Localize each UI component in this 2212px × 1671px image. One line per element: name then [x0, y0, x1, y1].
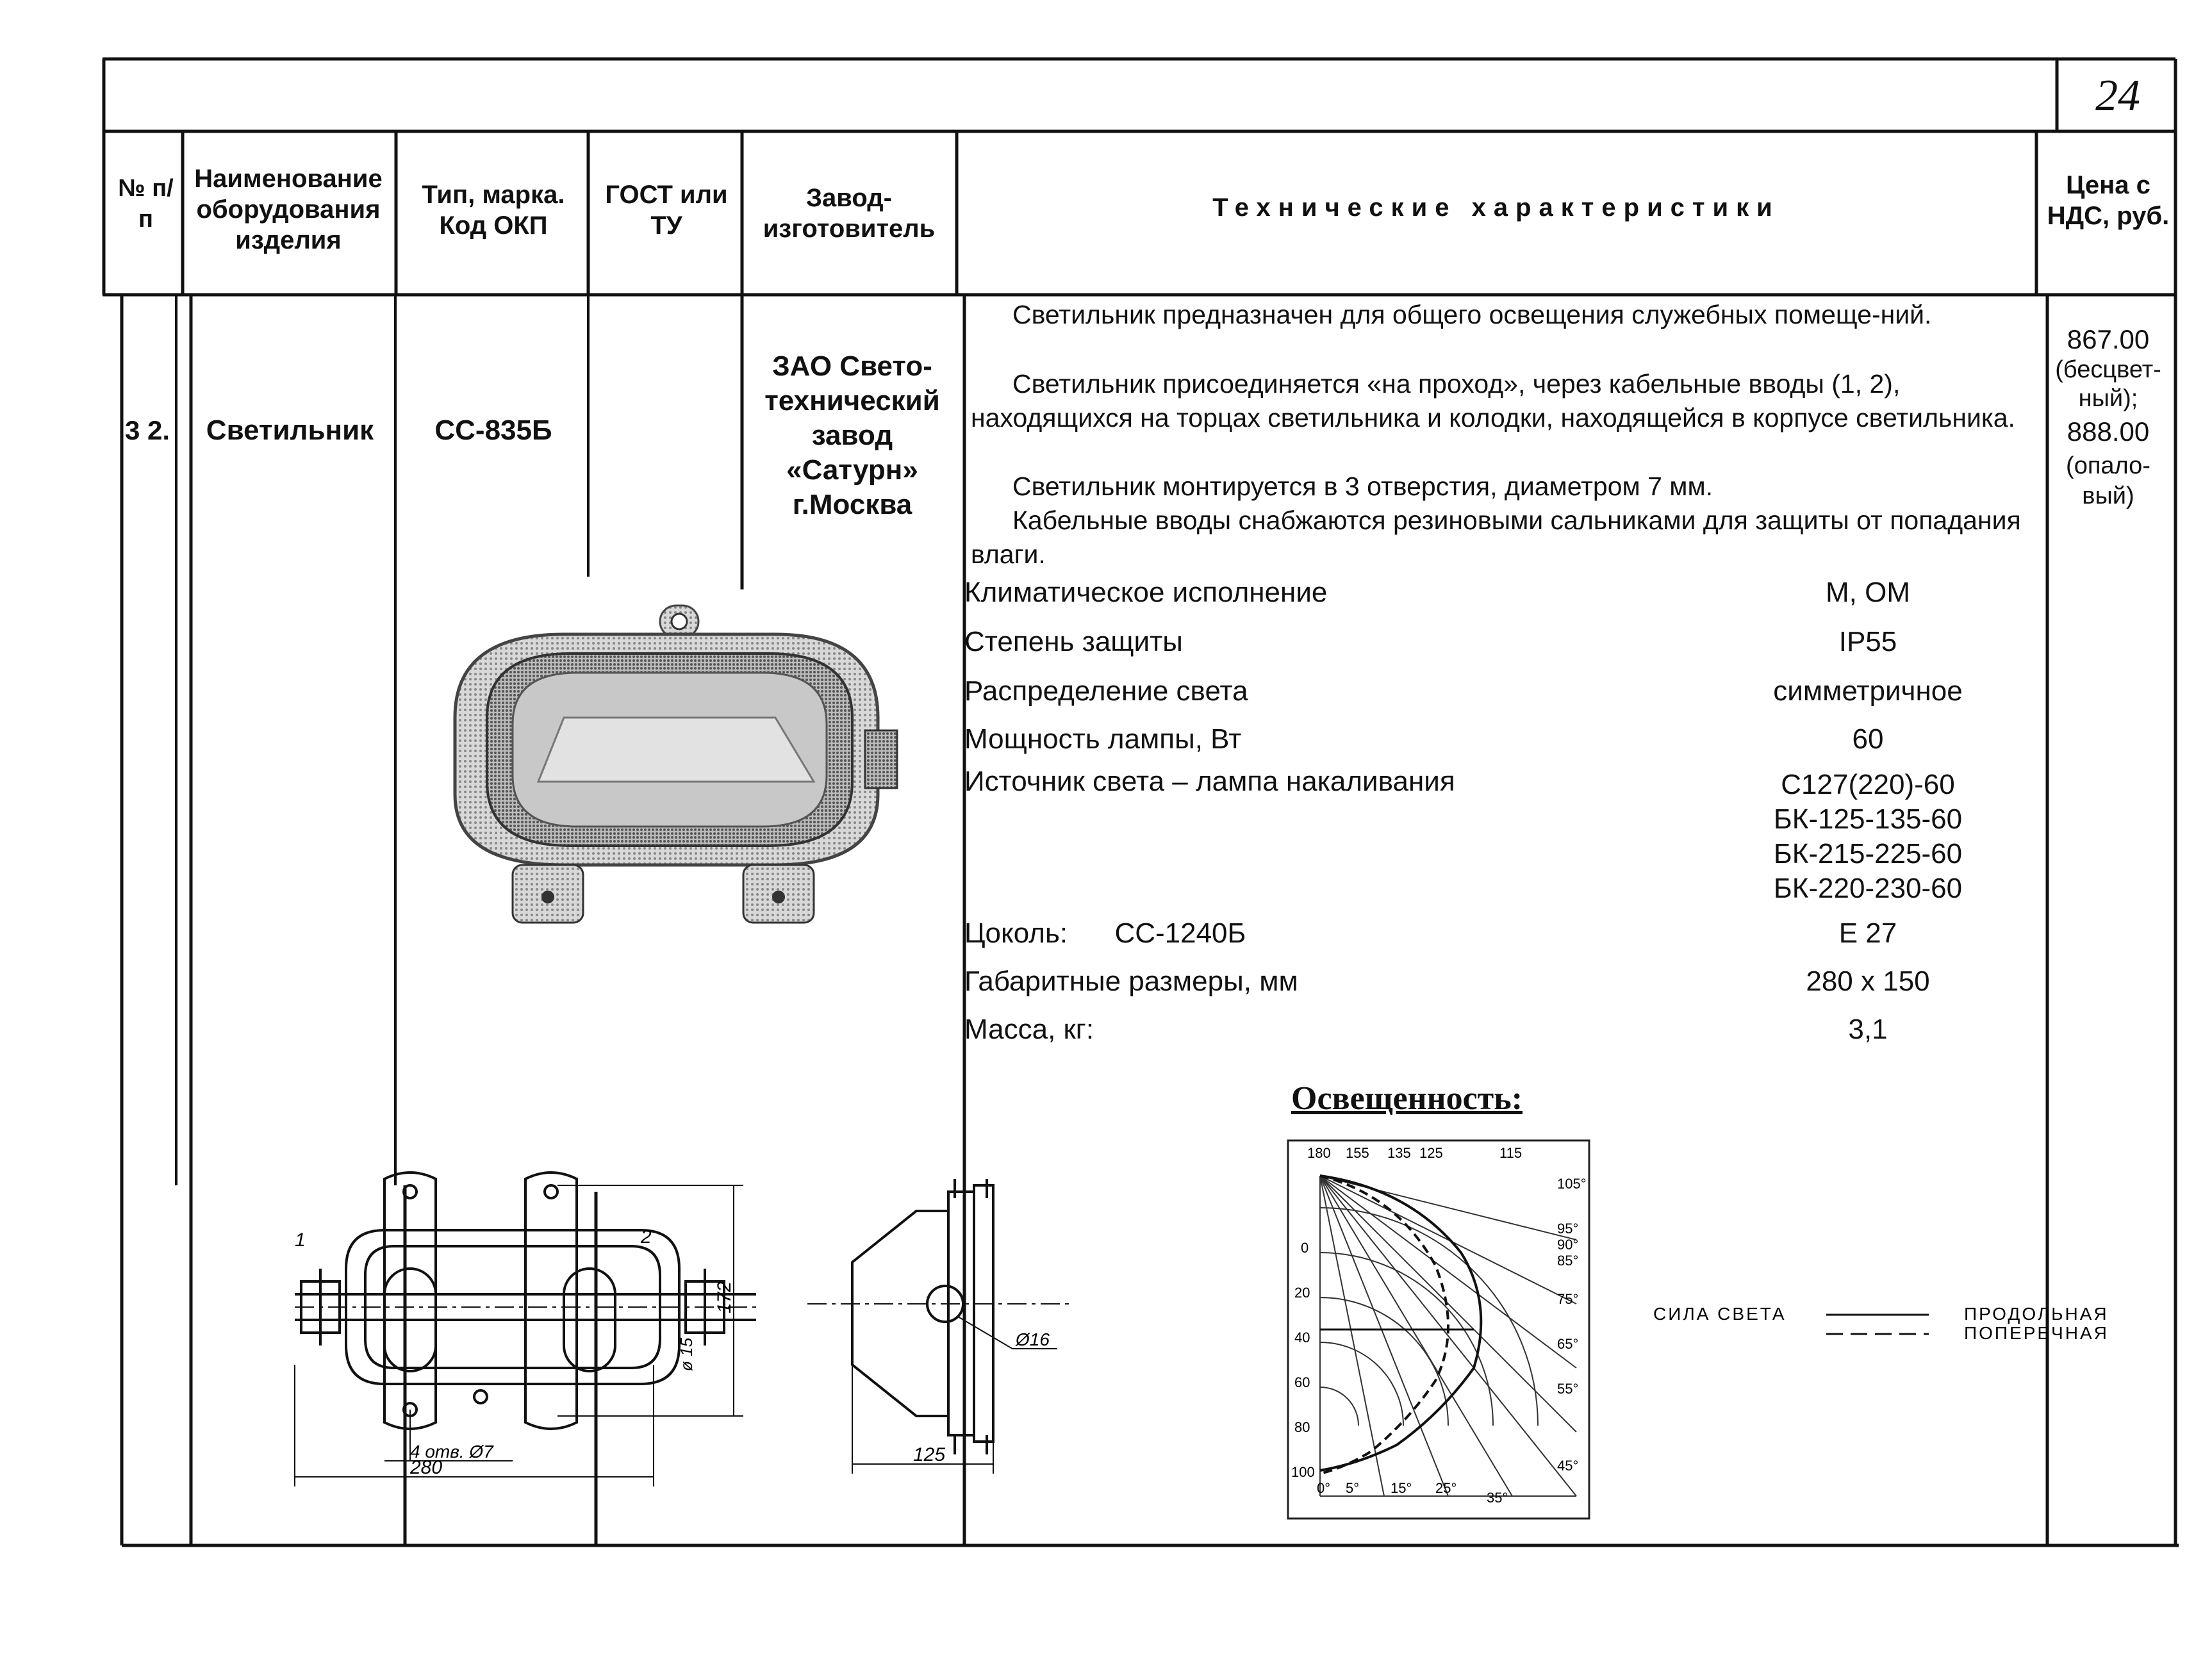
manufacturer: ЗАО Свето-технический завод «Сатурн» г.Москва	[764, 350, 940, 520]
spec-value-dimensions: 280 х 150	[1806, 966, 1930, 997]
right-tick-75: 75°	[1557, 1291, 1579, 1307]
price-opal-note-1: (опало-	[2066, 452, 2150, 479]
row-number: 3 2.	[124, 415, 170, 445]
top-tick-155: 155	[1346, 1145, 1369, 1161]
spec-label-protection: Степень защиты	[964, 626, 1183, 657]
price-opal-note-2: вый)	[2082, 482, 2134, 509]
label-1: 1	[295, 1230, 306, 1251]
description-3: Светильник монтируется в 3 отверстия, диаметром 7 мм.	[1012, 472, 1713, 501]
fixture-photo	[417, 589, 904, 929]
spec-value-protection: IP55	[1838, 626, 1897, 657]
left-tick-20: 20	[1294, 1285, 1310, 1301]
header-maker: Завод-изготовитель	[763, 184, 936, 243]
spec-value-distribution: симметричное	[1773, 675, 1963, 707]
price-opal: 888.00	[2067, 416, 2150, 447]
spec-label-climate: Климатическое исполнение	[964, 577, 1328, 608]
spec-label-mass: Масса, кг:	[964, 1014, 1094, 1045]
page-number: 24	[2095, 71, 2140, 120]
right-tick-95: 95°	[1557, 1221, 1579, 1237]
equipment-name: Светильник	[206, 415, 374, 446]
spec-label-distribution: Распределение света	[964, 675, 1248, 707]
dim-height: 172	[714, 1281, 735, 1313]
dim-width: 280	[410, 1457, 443, 1478]
header-name: Наименование оборудования изделия	[194, 165, 383, 254]
left-tick-100: 100	[1291, 1464, 1315, 1480]
illuminance-title: Освещенность:	[1291, 1080, 1523, 1117]
top-tick-115: 115	[1499, 1145, 1523, 1161]
spec-value-power: 60	[1852, 723, 1884, 755]
right-tick-45: 45°	[1557, 1458, 1579, 1474]
legend-title: СИЛА СВЕТА	[1653, 1304, 1787, 1324]
right-tick-105: 105°	[1557, 1176, 1587, 1192]
right-tick-90: 90°	[1557, 1237, 1579, 1253]
top-tick-135: 135	[1387, 1145, 1411, 1161]
left-tick-60: 60	[1294, 1374, 1310, 1390]
top-tick-125: 125	[1419, 1145, 1443, 1161]
drawing-front-view	[282, 1153, 769, 1499]
price-clear-note-1: (бесцвет-	[2055, 356, 2161, 383]
description-4: Кабельные вводы снабжаются резиновыми сальниками для защиты от попадания влаги.	[971, 506, 2021, 569]
equipment-type: СС-835Б	[434, 415, 552, 446]
dim-diam: Ø16	[1016, 1329, 1050, 1349]
dim-d15: ø 15	[677, 1337, 696, 1371]
price-clear-note-2: ный);	[2078, 385, 2138, 412]
spec-label-source: Источник света – лампа накаливания	[964, 766, 1455, 797]
spec-label-socket: Цоколь: СС-1240Б	[964, 918, 1246, 949]
header-gost: ГОСТ или ТУ	[605, 181, 728, 240]
bottom-tick-25: 25°	[1435, 1480, 1457, 1496]
dim-side: 125	[913, 1444, 946, 1465]
left-tick-0: 0	[1301, 1240, 1309, 1256]
bottom-tick-35: 35°	[1487, 1490, 1508, 1506]
bottom-tick-5: 5°	[1346, 1480, 1360, 1496]
spec-label-dimensions: Габаритные размеры, мм	[964, 966, 1298, 997]
right-tick-85: 85°	[1557, 1253, 1579, 1269]
bottom-tick-0: 0°	[1317, 1480, 1331, 1496]
header-price: Цена с НДС, руб.	[2047, 171, 2170, 230]
spec-value-source: С127(220)-60 БК-125-135-60 БК-215-225-60 БК-220-230-60	[1773, 769, 1963, 904]
label-2: 2	[641, 1226, 652, 1247]
spec-label-power: Мощность лампы, Вт	[964, 723, 1242, 755]
legend-solid: ПРОДОЛЬНАЯ	[1964, 1304, 2109, 1324]
right-tick-55: 55°	[1557, 1381, 1579, 1397]
header-num: № п/п	[118, 175, 174, 233]
drawing-side-view	[801, 1173, 1083, 1486]
spec-value-climate: М, ОМ	[1826, 577, 1910, 608]
dim-holes: 4 отв. Ø7	[410, 1442, 493, 1461]
left-tick-40: 40	[1294, 1329, 1310, 1346]
header-tech: Технические характеристики	[1212, 193, 1780, 222]
header-type: Тип, марка. Код ОКП	[422, 181, 565, 240]
left-tick-80: 80	[1294, 1419, 1310, 1435]
price-clear: 867.00	[2067, 324, 2150, 354]
light-distribution-diagram	[1282, 1137, 1596, 1522]
spec-value-mass: 3,1	[1848, 1014, 1888, 1045]
top-tick-180: 180	[1307, 1145, 1331, 1161]
spec-value-socket: Е 27	[1838, 918, 1897, 949]
legend-dashed: ПОПЕРЕЧНАЯ	[1964, 1323, 2109, 1343]
bottom-tick-15: 15°	[1391, 1480, 1412, 1496]
description-2: Светильник присоединяется «на проход», через кабельные вводы (1, 2), находящихся на торцах светильника и колодки, находящейся в корпусе светильника.	[971, 369, 2015, 432]
right-tick-65: 65°	[1557, 1336, 1579, 1352]
diagram-legend	[1640, 1294, 2127, 1358]
description-1: Светильник предназначен для общего освещения служебных помеще-ний.	[1012, 300, 1932, 329]
